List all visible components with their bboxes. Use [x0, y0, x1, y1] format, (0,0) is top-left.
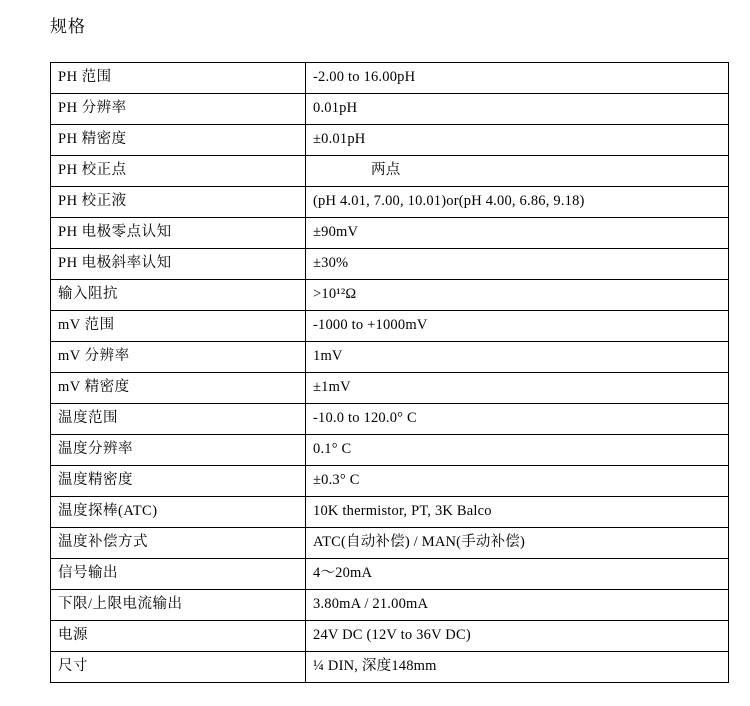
- spec-value-cell: -2.00 to 16.00pH: [306, 63, 729, 94]
- table-row: [51, 280, 729, 311]
- table-row: [51, 652, 729, 683]
- table-row: [51, 404, 729, 435]
- spec-value-cell: 0.1° C: [306, 435, 729, 466]
- spec-label-cell: PH 校正点: [51, 156, 306, 187]
- table-row: [51, 311, 729, 342]
- spec-label-cell: 下限/上限电流输出: [51, 590, 306, 621]
- table-row: [51, 218, 729, 249]
- spec-label-cell: PH 范围: [51, 63, 306, 94]
- spec-label-cell: mV 精密度: [51, 373, 306, 404]
- table-row: [51, 590, 729, 621]
- table-row: [51, 621, 729, 652]
- spec-value-cell: ±0.01pH: [306, 125, 729, 156]
- spec-value-cell: ±90mV: [306, 218, 729, 249]
- spec-label-cell: 输入阻抗: [51, 280, 306, 311]
- specifications-table-body: [51, 63, 729, 683]
- spec-value-cell: (pH 4.01, 7.00, 10.01)or(pH 4.00, 6.86, 9.18): [306, 187, 729, 218]
- spec-label-cell: mV 分辨率: [51, 342, 306, 373]
- spec-value-cell: ATC(自动补偿) / MAN(手动补偿): [306, 528, 729, 559]
- spec-value-cell: >10¹²Ω: [306, 280, 729, 311]
- spec-value-cell: ±0.3° C: [306, 466, 729, 497]
- spec-label-cell: 温度分辨率: [51, 435, 306, 466]
- spec-label-cell: 温度范围: [51, 404, 306, 435]
- table-row: [51, 249, 729, 280]
- spec-value-cell: 10K thermistor, PT, 3K Balco: [306, 497, 729, 528]
- spec-label-cell: 信号输出: [51, 559, 306, 590]
- specifications-table: [50, 62, 729, 683]
- spec-value-cell: 3.80mA / 21.00mA: [306, 590, 729, 621]
- spec-value-cell: ±1mV: [306, 373, 729, 404]
- table-row: [51, 528, 729, 559]
- page-title: 规格: [50, 17, 86, 36]
- spec-value-cell: -10.0 to 120.0° C: [306, 404, 729, 435]
- spec-label-cell: PH 校正液: [51, 187, 306, 218]
- table-row: [51, 342, 729, 373]
- table-row: [51, 373, 729, 404]
- spec-label-cell: mV 范围: [51, 311, 306, 342]
- table-row: [51, 559, 729, 590]
- table-row: [51, 94, 729, 125]
- spec-value-cell: ¼ DIN, 深度148mm: [306, 652, 729, 683]
- table-row: [51, 466, 729, 497]
- table-row: [51, 63, 729, 94]
- spec-value-cell: 1mV: [306, 342, 729, 373]
- table-row: [51, 187, 729, 218]
- table-row: [51, 125, 729, 156]
- spec-label-cell: PH 分辨率: [51, 94, 306, 125]
- spec-label-cell: 温度补偿方式: [51, 528, 306, 559]
- table-row: [51, 156, 729, 187]
- spec-label-cell: 电源: [51, 621, 306, 652]
- spec-value-cell: [306, 156, 729, 187]
- spec-label-cell: 温度精密度: [51, 466, 306, 497]
- spec-label-cell: PH 电极斜率认知: [51, 249, 306, 280]
- specifications-table-container: [50, 62, 698, 683]
- spec-value-cell: 0.01pH: [306, 94, 729, 125]
- spec-label-cell: PH 电极零点认知: [51, 218, 306, 249]
- spec-value-cell: ±30%: [306, 249, 729, 280]
- table-row: [51, 435, 729, 466]
- spec-value-cell: -1000 to +1000mV: [306, 311, 729, 342]
- spec-label-cell: 温度探棒(ATC): [51, 497, 306, 528]
- spec-value-cell: 24V DC (12V to 36V DC): [306, 621, 729, 652]
- spec-label-cell: 尺寸: [51, 652, 306, 683]
- spec-value-text: 两点: [371, 162, 401, 179]
- spec-label-cell: PH 精密度: [51, 125, 306, 156]
- table-row: [51, 497, 729, 528]
- spec-value-cell: 4～20mA: [306, 559, 729, 590]
